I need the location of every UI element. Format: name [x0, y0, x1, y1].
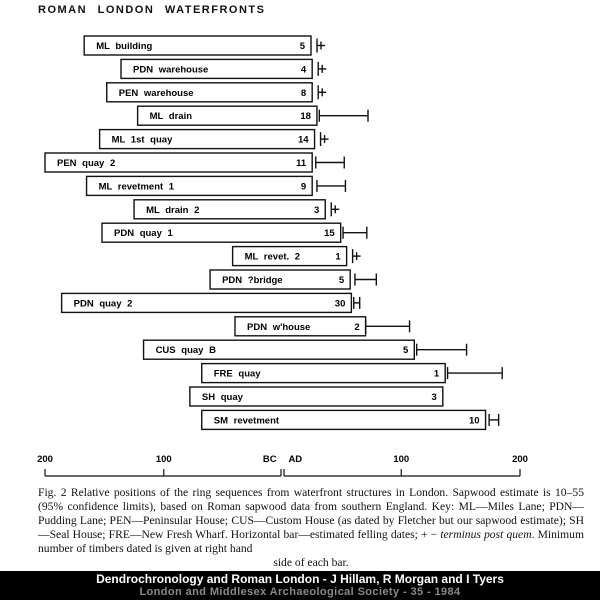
bar-group: [138, 106, 368, 125]
felling-date-range: [489, 414, 499, 426]
felling-date-range: [317, 180, 346, 192]
bar-label: PDN warehouse: [133, 64, 209, 76]
bar-group: [107, 83, 326, 102]
timber-count: 2: [354, 321, 360, 333]
bars-layer: [45, 36, 502, 429]
terminus-post-quem-marker: [331, 202, 339, 216]
timber-count: 8: [300, 87, 307, 99]
timber-count: 1: [433, 368, 440, 380]
bar-group: [210, 270, 376, 289]
caption-italic: terminus post quem: [440, 528, 532, 541]
footer-publisher: London and Middlesex Archaeological Society - 35 - 1984: [139, 586, 461, 598]
bar-label: PEN warehouse: [118, 87, 194, 99]
bar-label: PEN quay 2: [57, 158, 116, 169]
terminus-post-quem-marker: [317, 39, 325, 53]
tick-label: AD: [288, 454, 303, 465]
footer-citation: Dendrochronology and Roman London - J Hillam, R Morgan and I Tyers: [96, 572, 504, 586]
timber-count: 5: [338, 275, 345, 286]
bar-label: ML drain 2: [146, 204, 200, 216]
timber-count: 10: [468, 415, 480, 427]
bar-label: PDN quay 2: [73, 298, 133, 310]
bar-group: [202, 364, 502, 383]
timber-count: 30: [334, 298, 346, 310]
tick-label: 200: [37, 454, 53, 465]
timber-count: 18: [300, 111, 311, 123]
timber-count: 14: [297, 134, 309, 146]
figure-caption: [38, 486, 584, 570]
timber-count: 3: [431, 392, 437, 403]
bar-group: [134, 200, 339, 219]
timber-count: 9: [300, 181, 307, 193]
timber-count: 5: [299, 41, 305, 52]
tick-label: BC: [262, 454, 277, 465]
bar-group: [102, 223, 367, 242]
bar-group: [62, 293, 360, 312]
bar-label: PDN ?bridge: [222, 275, 283, 286]
tick-label: 100: [393, 454, 410, 465]
bar-group: [45, 153, 344, 172]
bar-group: [144, 340, 467, 359]
tick-label: 200: [512, 454, 528, 465]
bar-label: ML revetment 1: [98, 181, 175, 193]
felling-date-range: [316, 157, 345, 169]
timber-count: 4: [300, 64, 307, 76]
bar-label: PDN w'house: [247, 321, 311, 333]
bar-group: [235, 317, 410, 336]
bar-group: [87, 176, 346, 195]
timber-count: 1: [335, 251, 341, 263]
bar-label: SM revetment: [213, 415, 280, 427]
bar-label: SH quay: [201, 392, 243, 403]
timber-count: 11: [296, 158, 307, 169]
bar-label: ML 1st quay: [111, 134, 173, 146]
footer-banner: [0, 571, 600, 600]
timber-count: 5: [403, 345, 409, 357]
felling-date-range: [343, 227, 367, 239]
bar-group: [202, 410, 499, 429]
bar-label: CUS quay B: [155, 345, 216, 357]
bar-group: [121, 59, 326, 78]
bar-group: [100, 130, 329, 149]
terminus-post-quem-marker: [321, 132, 329, 146]
terminus-post-quem-marker: [353, 249, 361, 263]
terminus-post-quem-marker: [318, 62, 326, 76]
bar-group: [233, 247, 361, 266]
bar-label: ML revet. 2: [244, 251, 301, 263]
caption-tail: . Minimum number of timbers dated is given at right hand: [38, 528, 584, 555]
bar-label: ML drain: [149, 111, 193, 123]
timber-count: 15: [324, 228, 335, 240]
felling-date-range: [448, 367, 503, 379]
bar-label: FRE quay: [213, 368, 261, 380]
felling-date-range: [319, 110, 368, 122]
bar-label: ML building: [96, 41, 153, 52]
figure-title: ROMAN LONDON WATERFRONTS: [38, 4, 266, 16]
felling-date-range: [417, 344, 467, 356]
felling-date-range: [354, 297, 360, 309]
caption-body: Fig. 2 Relative positions of the ring sequences from waterfront structures in London. Sapwood estimate is 10–55 (95% confidence limits), based on Roman sapwood data from southern England. Key: ML—Miles Lane; PDN—Pudding Lane; PEN—Peninsular House; CUS—Custom House (as dated by Fletcher but our sapwood estimate); SH—Seal House; FRE—New Fresh Wharf. Horizontal bar—estimated felling dates; + −: [38, 486, 584, 541]
felling-date-range: [355, 274, 376, 286]
bar-group: [190, 387, 443, 406]
bar-label: PDN quay 1: [114, 228, 173, 240]
bar-group: [84, 36, 325, 55]
terminus-post-quem-marker: [318, 85, 326, 99]
tick-label: 100: [155, 454, 172, 465]
felling-date-range: [366, 320, 410, 332]
x-axis: [37, 454, 528, 476]
caption-last-line: side of each bar.: [273, 556, 349, 569]
timber-count: 3: [313, 204, 320, 216]
